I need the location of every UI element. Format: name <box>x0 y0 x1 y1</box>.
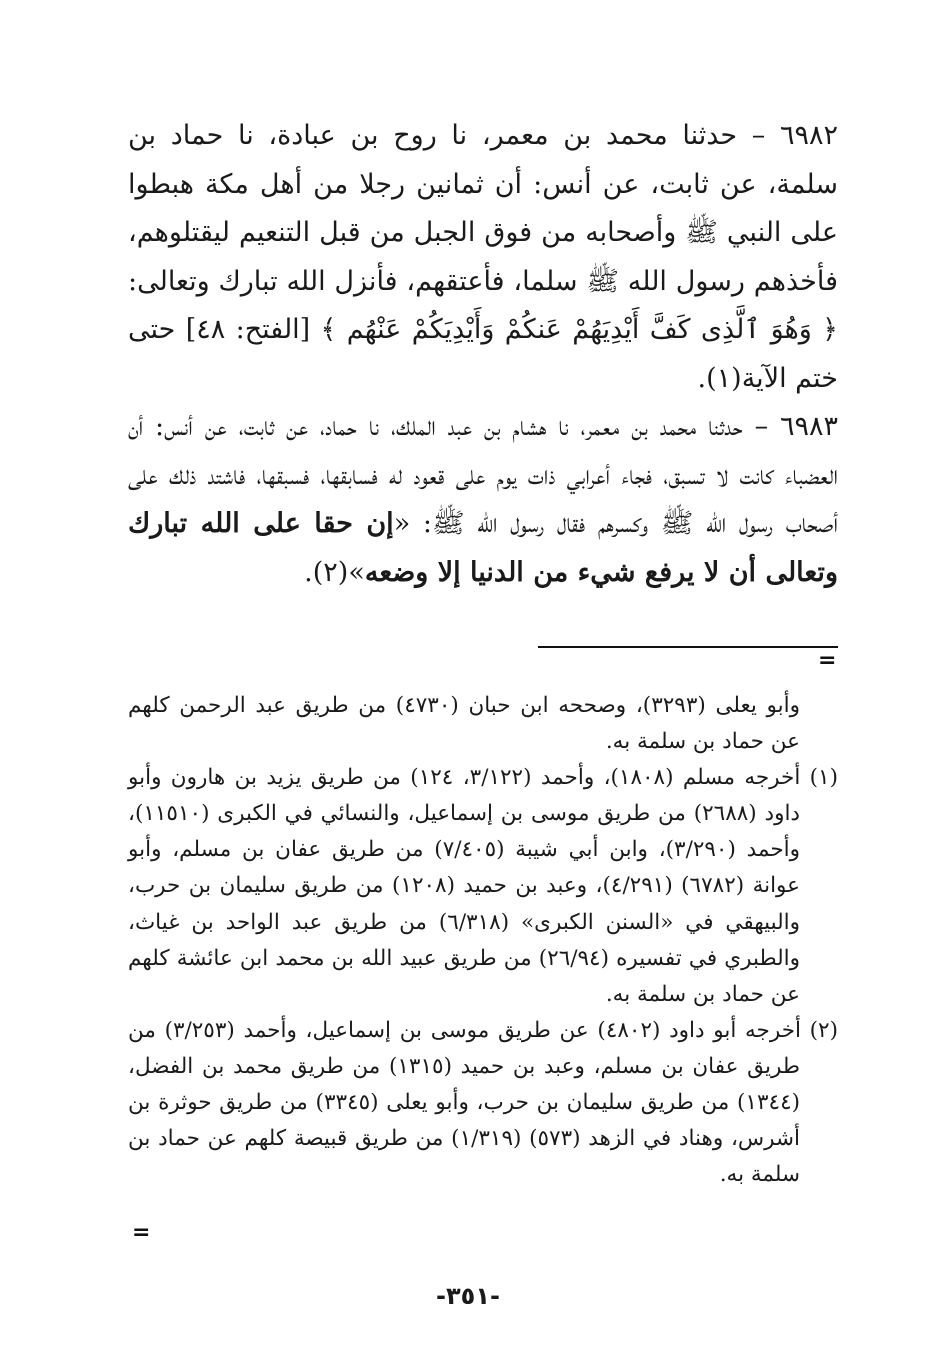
hadith-6983-quote: إن حقا على الله تبارك وتعالى أن لا يرفع شيء من الدنيا إلا وضعه <box>128 508 838 588</box>
footnotes <box>128 688 838 1193</box>
footnote-separator <box>538 646 838 648</box>
main-text <box>128 112 838 597</box>
continued-mark-bottom: = <box>132 1220 151 1245</box>
footnote-1: (١) أخرجه مسلم (١٨٠٨)، وأحمد (٣/١٢٢، ١٢٤) من طريق يزيد بن هارون وأبو داود (٢٦٨٨) من طريق موسى بن إسماعيل، والنسائي في الكبرى (١١٥١٠)، وأحمد (٣/٢٩٠)، وابن أبي شيبة (٧/٤٠٥) من طريق عفان بن مسلم، وأبو عوانة (٦٧٨٢) (٤/٢٩١)، وعبد بن حميد (١٢٠٨) من طريق سليمان بن حرب، والبيهقي في «السنن الكبرى» (٦/٣١٨) من طريق عبد الواحد بن غياث، والطبري في تفسيره (٢٦/٩٤) من طريق عبيد الله بن محمد ابن عائشة كلهم عن حماد بن سلمة به. <box>128 765 838 1007</box>
hadith-6983 <box>128 403 838 597</box>
hadith-6983-end: »(٢). <box>304 556 365 588</box>
footnote-continuation: وأبو يعلى (٣٢٩٣)، وصححه ابن حبان (٤٧٣٠) من طريق عبد الرحمن كلهم عن حماد بن سلمة به. <box>128 693 800 755</box>
hadith-6983-text: ٦٩٨٣ – حدثنا محمد بن معمر، نا هشام بن عبد الملك، نا حماد، عن ثابت، عن أنس: أن العضباء كانت لا تسبق، فجاء أعرابي ذات يوم على قعود له فسابقها، فسبقها، فاشتد ذلك على أصحاب رسول الله ﷺ وكسرهم فقال رسول الله ﷺ: « <box>128 411 838 539</box>
page-number: -٣٥١- <box>436 1282 500 1310</box>
hadith-6982: ٦٩٨٢ – حدثنا محمد بن معمر، نا روح بن عبادة، نا حماد بن سلمة، عن ثابت، عن أنس: أن ثمانين رجلا من أهل مكة هبطوا على النبي ﷺ وأصحابه من فوق الجبل من قبل التنعيم ليقتلوهم، فأخذهم رسول الله ﷺ سلما، فأعتقهم، فأنزل الله تبارك وتعالى: ﴿ وَهُوَ ٱلَّذِى كَفَّ أَيْدِيَهُمْ عَنكُمْ وَأَيْدِيَكُمْ عَنْهُم ﴾ [الفتح: ٤٨] حتى ختم الآية(١). <box>128 120 838 394</box>
footnote-2: (٢) أخرجه أبو داود (٤٨٠٢) عن طريق موسى بن إسماعيل، وأحمد (٣/٢٥٣) من طريق عفان بن مسلم، وعبد بن حميد (١٣١٥) من طريق محمد بن الفضل، (١٣٤٤) من طريق سليمان بن حرب، وأبو يعلى (٣٣٤٥) من طريق حوثرة بن أشرس، وهناد في الزهد (٥٧٣) (١/٣١٩) من طريق قبيصة كلهم عن حماد بن سلمة به. <box>128 1017 838 1188</box>
continued-mark-top: = <box>818 648 837 673</box>
